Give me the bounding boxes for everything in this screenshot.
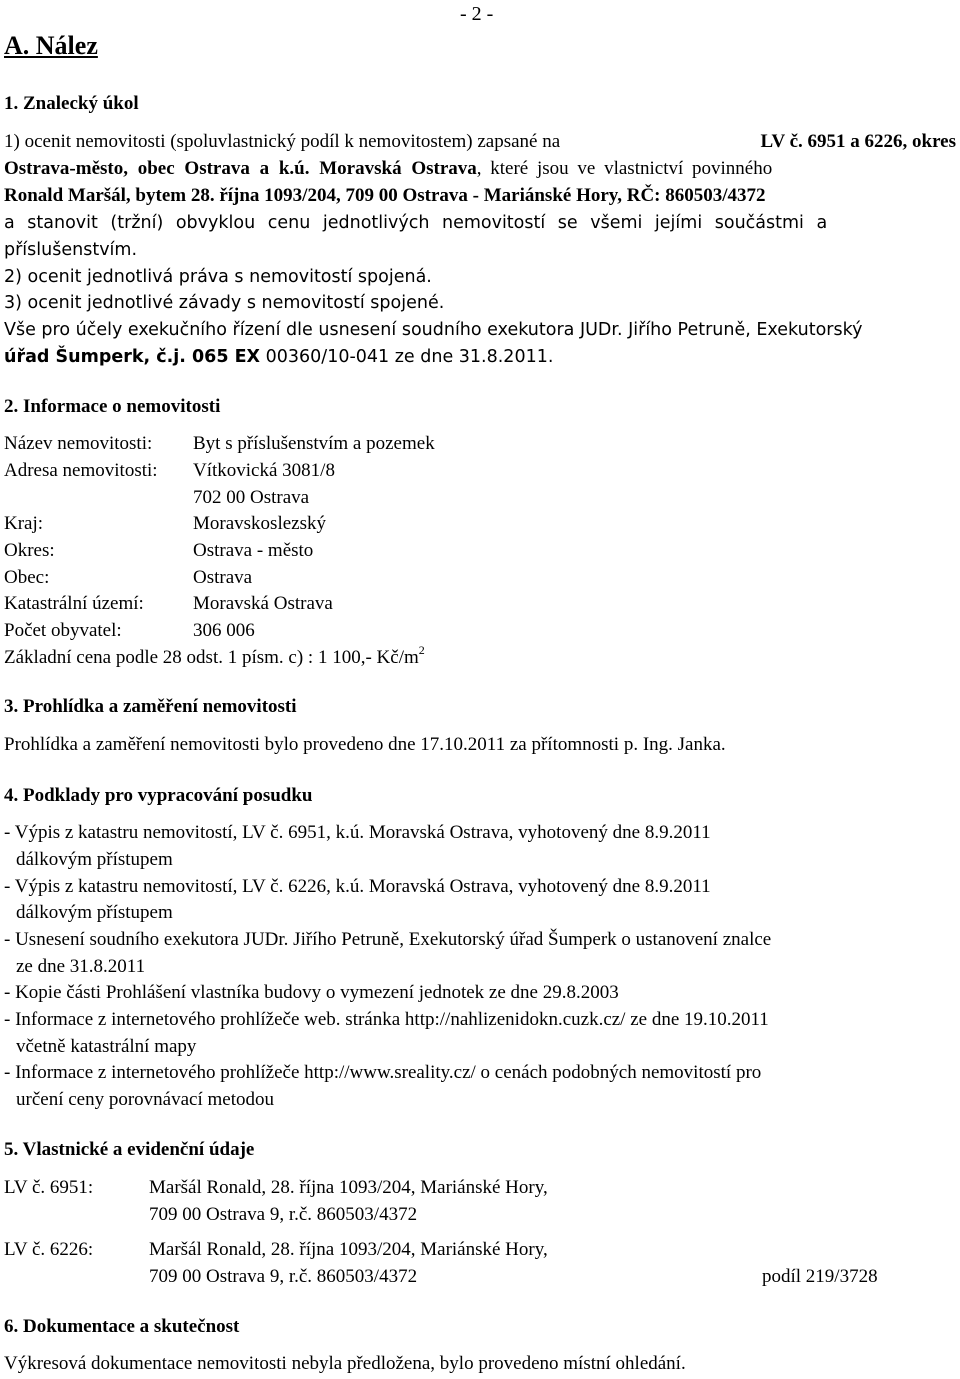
documentation-text: Výkresová dokumentace nemovitosti nebyla předložena, bylo provedeno místní ohledání.: [4, 1353, 686, 1374]
lv2-share: podíl 219/3728: [762, 1266, 878, 1287]
lv2-owner: Maršál Ronald, 28. října 1093/204, Mariánské Hory,: [149, 1239, 548, 1260]
base-price-sup: 2: [418, 643, 425, 657]
task-line-9a: úřad Šumperk, č.j. 065 EX: [4, 347, 261, 367]
task-line-6: 2) ocenit jednotlivá práva s nemovitostí spojená.: [4, 267, 432, 287]
task-line-2a: Ostrava-město, obec Ostrava a k.ú. Moravská Ostrava: [4, 158, 477, 179]
section-4-heading: 4. Podklady pro vypracování posudku: [4, 785, 313, 806]
inspection-text: Prohlídka a zaměření nemovitosti bylo provedeno dne 17.10.2011 za přítomnosti p. Ing. Janka.: [4, 734, 726, 755]
source-line: - Výpis z katastru nemovitostí, LV č. 6226, k.ú. Moravská Ostrava, vyhotovený dne 8.9.2011: [4, 876, 711, 897]
info-label: Obec:: [4, 567, 50, 588]
section-1-heading: 1. Znalecký úkol: [4, 93, 139, 114]
section-2-heading: 2. Informace o nemovitosti: [4, 396, 221, 417]
population-label: Počet obyvatel:: [4, 620, 122, 641]
task-line-1a: 1) ocenit nemovitosti (spoluvlastnický podíl k nemovitostem) zapsané na: [4, 131, 561, 152]
task-line-2: [4, 157, 956, 181]
population-value: 306 006: [193, 620, 255, 641]
source-line: dálkovým přístupem: [16, 849, 173, 870]
lv1-label: LV č. 6951:: [4, 1177, 94, 1198]
source-line: včetně katastrální mapy: [16, 1036, 197, 1057]
task-line-9: [4, 345, 553, 369]
section-3-heading: 3. Prohlídka a zaměření nemovitosti: [4, 696, 297, 717]
page-title: A. Nález: [4, 31, 98, 60]
info-label: Okres:: [4, 540, 55, 561]
info-value: Ostrava: [193, 567, 253, 588]
lv1-address: 709 00 Ostrava 9, r.č. 860503/4372: [149, 1204, 418, 1225]
info-value: Vítkovická 3081/8: [193, 460, 335, 481]
task-line-2b: , které jsou ve vlastnictví povinného: [476, 158, 773, 179]
info-label: Adresa nemovitosti:: [4, 460, 158, 481]
section-5-heading: 5. Vlastnické a evidenční údaje: [4, 1139, 255, 1160]
page-number: - 2 -: [460, 3, 494, 25]
source-line: - Kopie části Prohlášení vlastníka budovy o vymezení jednotek ze dne 29.8.2003: [4, 982, 619, 1003]
info-value: Ostrava - město: [193, 540, 314, 561]
task-line-7: 3) ocenit jednotlivé závady s nemovitostí spojené.: [4, 293, 445, 313]
base-price-value: 28 odst. 1 písm. c) : 1 100,- Kč/m: [162, 647, 419, 668]
source-line: - Usnesení soudního exekutora JUDr. Jiřího Petruně, Exekutorský úřad Šumperk o ustanovení znalce: [4, 929, 772, 950]
task-line-5: příslušenstvím.: [4, 240, 138, 260]
task-line-1b: LV č. 6951 a 6226, okres: [760, 131, 956, 152]
info-value: Moravskoslezský: [193, 513, 326, 534]
lv2-address: 709 00 Ostrava 9, r.č. 860503/4372: [149, 1266, 418, 1287]
info-value: Moravská Ostrava: [193, 593, 333, 614]
info-label: Katastrální území:: [4, 593, 144, 614]
info-value: Byt s příslušenstvím a pozemek: [193, 433, 435, 454]
source-line: ze dne 31.8.2011: [16, 956, 146, 977]
base-price: [4, 643, 425, 670]
source-line: - Informace z internetového prohlížeče http://www.sreality.cz/ o cenách podobných nemovitostí pro: [4, 1062, 762, 1083]
task-line-1: [4, 130, 956, 154]
source-line: - Informace z internetového prohlížeče web. stránka http://nahlizenidokn.cuzk.cz/ ze dne 19.10.2011: [4, 1009, 769, 1030]
source-line: určení ceny porovnávací metodou: [16, 1089, 274, 1110]
task-line-4: a stanovit (tržní) obvyklou cenu jednotlivých nemovitostí se všemi jejími součástmi a: [4, 213, 828, 233]
source-line: dálkovým přístupem: [16, 902, 173, 923]
base-price-label: Základní cena podle: [4, 647, 159, 668]
task-line-9b: 00360/10-041 ze dne 31.8.2011.: [260, 347, 554, 367]
info-value: 702 00 Ostrava: [193, 487, 310, 508]
source-line: - Výpis z katastru nemovitostí, LV č. 6951, k.ú. Moravská Ostrava, vyhotovený dne 8.9.2011: [4, 822, 711, 843]
lv1-owner: Maršál Ronald, 28. října 1093/204, Mariánské Hory,: [149, 1177, 548, 1198]
info-row-name: [4, 432, 152, 456]
info-label: Kraj:: [4, 513, 44, 534]
task-line-8: Vše pro účely exekučního řízení dle usnesení soudního exekutora JUDr. Jiřího Petruně, Exekutorský: [4, 320, 863, 340]
task-line-3: Ronald Maršál, bytem 28. října 1093/204, 709 00 Ostrava - Mariánské Hory, RČ: 860503/4372: [4, 185, 766, 206]
section-6-heading: 6. Dokumentace a skutečnost: [4, 1316, 240, 1337]
info-label: Název nemovitosti:: [4, 433, 153, 454]
lv2-label: LV č. 6226:: [4, 1239, 94, 1260]
